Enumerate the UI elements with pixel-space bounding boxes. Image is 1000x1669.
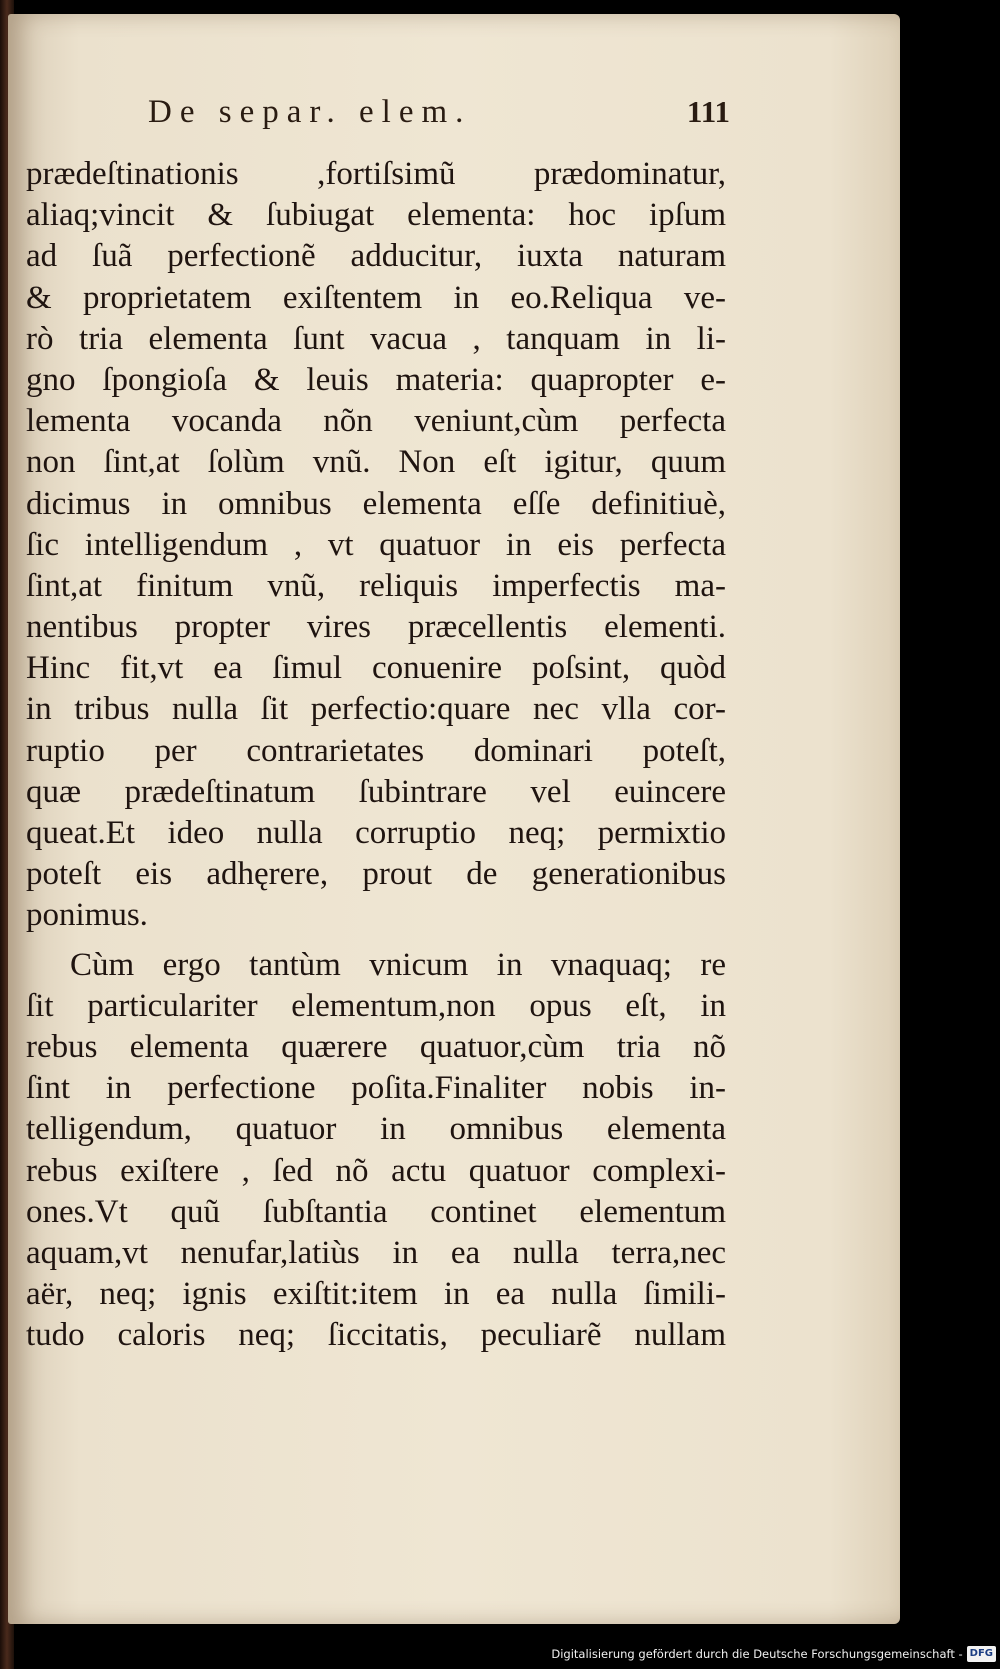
text-line: telligendum, quatuor in omnibus elementa	[26, 1111, 726, 1148]
text-line: aquam,vt nenufar,latiùs in ea nulla terra,nec	[26, 1234, 726, 1271]
dfg-logo: DFG	[967, 1646, 996, 1662]
text-line: ad ſuã perfectionẽ adducitur, iuxta naturam	[26, 238, 726, 275]
text-line: tudo caloris neq; ſiccitatis, peculiarẽ nullam	[26, 1317, 726, 1354]
text-line: ſint in perfectione poſita.Finaliter nobis in-	[26, 1070, 726, 1107]
text-line: gno ſpongioſa & leuis materia: quapropter e-	[26, 361, 726, 398]
paragraph-1	[26, 154, 726, 937]
text-line: poteſt eis adhęrere, prout de generationibus	[26, 856, 726, 893]
text-line: dicimus in omnibus elementa eſſe definitiuè,	[26, 485, 726, 522]
text-line: queat.Et ideo nulla corruptio neq; permixtio	[26, 815, 726, 851]
text-line: rebus exiſtere , ſed nõ actu quatuor complexi-	[26, 1152, 726, 1189]
text-line: ruptio per contrarietates dominari poteſt,	[26, 732, 726, 769]
page-number: 111	[686, 94, 730, 129]
text-line: quæ prædeſtinatum ſubintrare vel euincere	[26, 773, 726, 810]
text-line: & proprietatem exiſtentem in eo.Reliqua ve-	[26, 279, 726, 316]
text-line: rò tria elementa ſunt vacua , tanquam in li-	[26, 320, 726, 357]
book-page	[8, 14, 900, 1624]
text-line: in tribus nulla ſit perfectio:quare nec vlla cor-	[26, 691, 726, 728]
text-line: ſint,at finitum vnũ, reliquis imperfectis ma-	[26, 567, 726, 604]
paragraph-gap	[26, 937, 726, 945]
text-line: lementa vocanda nõn veniunt,cùm perfecta	[26, 403, 726, 440]
funding-credit: Digitalisierung gefördert durch die Deutsche Forschungsgemeinschaft -	[551, 1647, 963, 1661]
text-line: prædeſtinationis ,fortiſsimũ prædominatur,	[26, 156, 726, 192]
text-line: non ſint,at ſolùm vnũ. Non eſt igitur, quum	[26, 444, 726, 481]
text-line: ſic intelligendum , vt quatuor in eis perfecta	[26, 526, 726, 563]
text-line: rebus elementa quærere quatuor,cùm tria nõ	[26, 1028, 726, 1065]
text-line: ones.Vt quũ ſubſtantia continet elementum	[26, 1193, 726, 1230]
text-line: ſit particulariter elementum,non opus eſt, in	[26, 987, 726, 1024]
text-line: Cùm ergo tantùm vnicum in vnaquaq; re	[70, 946, 726, 983]
text-line: aër, neq; ignis exiſtit:item in ea nulla ſimili-	[26, 1276, 726, 1313]
text-line: Hinc fit,vt ea ſimul conuenire poſsint, quòd	[26, 650, 726, 687]
running-head: De separ. elem.	[148, 94, 472, 130]
paragraph-2	[26, 945, 726, 1357]
text-line: ponimus.	[26, 897, 148, 934]
text-line: aliaq;vincit & ſubiugat elementa: hoc ipſum	[26, 197, 726, 234]
text-line: nentibus propter vires præcellentis elementi.	[26, 609, 726, 646]
body-text	[26, 154, 726, 1356]
page-header	[8, 94, 900, 144]
digitization-footer	[551, 1643, 996, 1665]
